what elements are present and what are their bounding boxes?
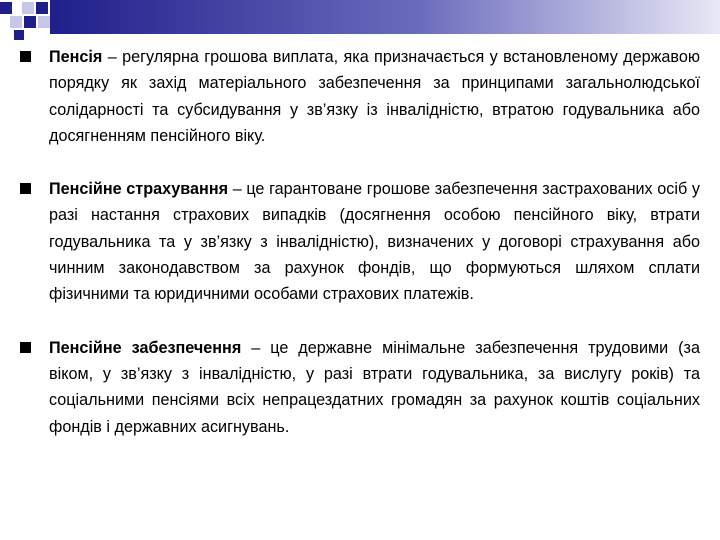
definition-term: Пенсія bbox=[49, 48, 103, 66]
definition-term: Пенсійне страхування bbox=[49, 180, 229, 199]
definition-term: Пенсійне забезпечення bbox=[49, 338, 242, 357]
definition-text bbox=[49, 176, 700, 307]
slide-content bbox=[20, 44, 700, 467]
definition-text bbox=[49, 335, 700, 440]
list-item-pension bbox=[20, 44, 700, 149]
definition-body: – це державне мінімальне забезпечення трудовими (за віком, у зв’язку з інвалідністю, у разі втрати годувальника, за вислугу років) та соціальними пенсіями всіх непрацездатних громадян за рахунок коштів соціальних фондів і державних асигнувань. bbox=[49, 338, 700, 436]
definition-text bbox=[49, 44, 700, 149]
list-item-pension-insurance bbox=[20, 176, 700, 307]
decorative-header-pattern bbox=[0, 0, 720, 40]
square-bullet-icon bbox=[20, 51, 31, 62]
square-bullet-icon bbox=[20, 342, 31, 353]
square-bullet-icon bbox=[20, 183, 31, 194]
list-item-pension-provision bbox=[20, 335, 700, 440]
definition-body: – регулярна грошова виплата, яка призначається у встановленому державою порядку як захід матеріального забезпечення за принципами загальнолюдської солідарності та субсидування у зв’язку із інвалідністю, втратою годувальника або досягненням пенсійного віку. bbox=[49, 48, 700, 145]
definition-body: – це гарантоване грошове забезпечення застрахованих осіб у разі настання страхових випадків (досягнення особою пенсійного віку, втрати годувальника та у зв’язку з інвалідністю), визначених у договорі страхування або чинним законодавством за рахунок фондів, що формуються шляхом сплати фізичними та юридичними особами страхових платежів. bbox=[49, 180, 700, 304]
